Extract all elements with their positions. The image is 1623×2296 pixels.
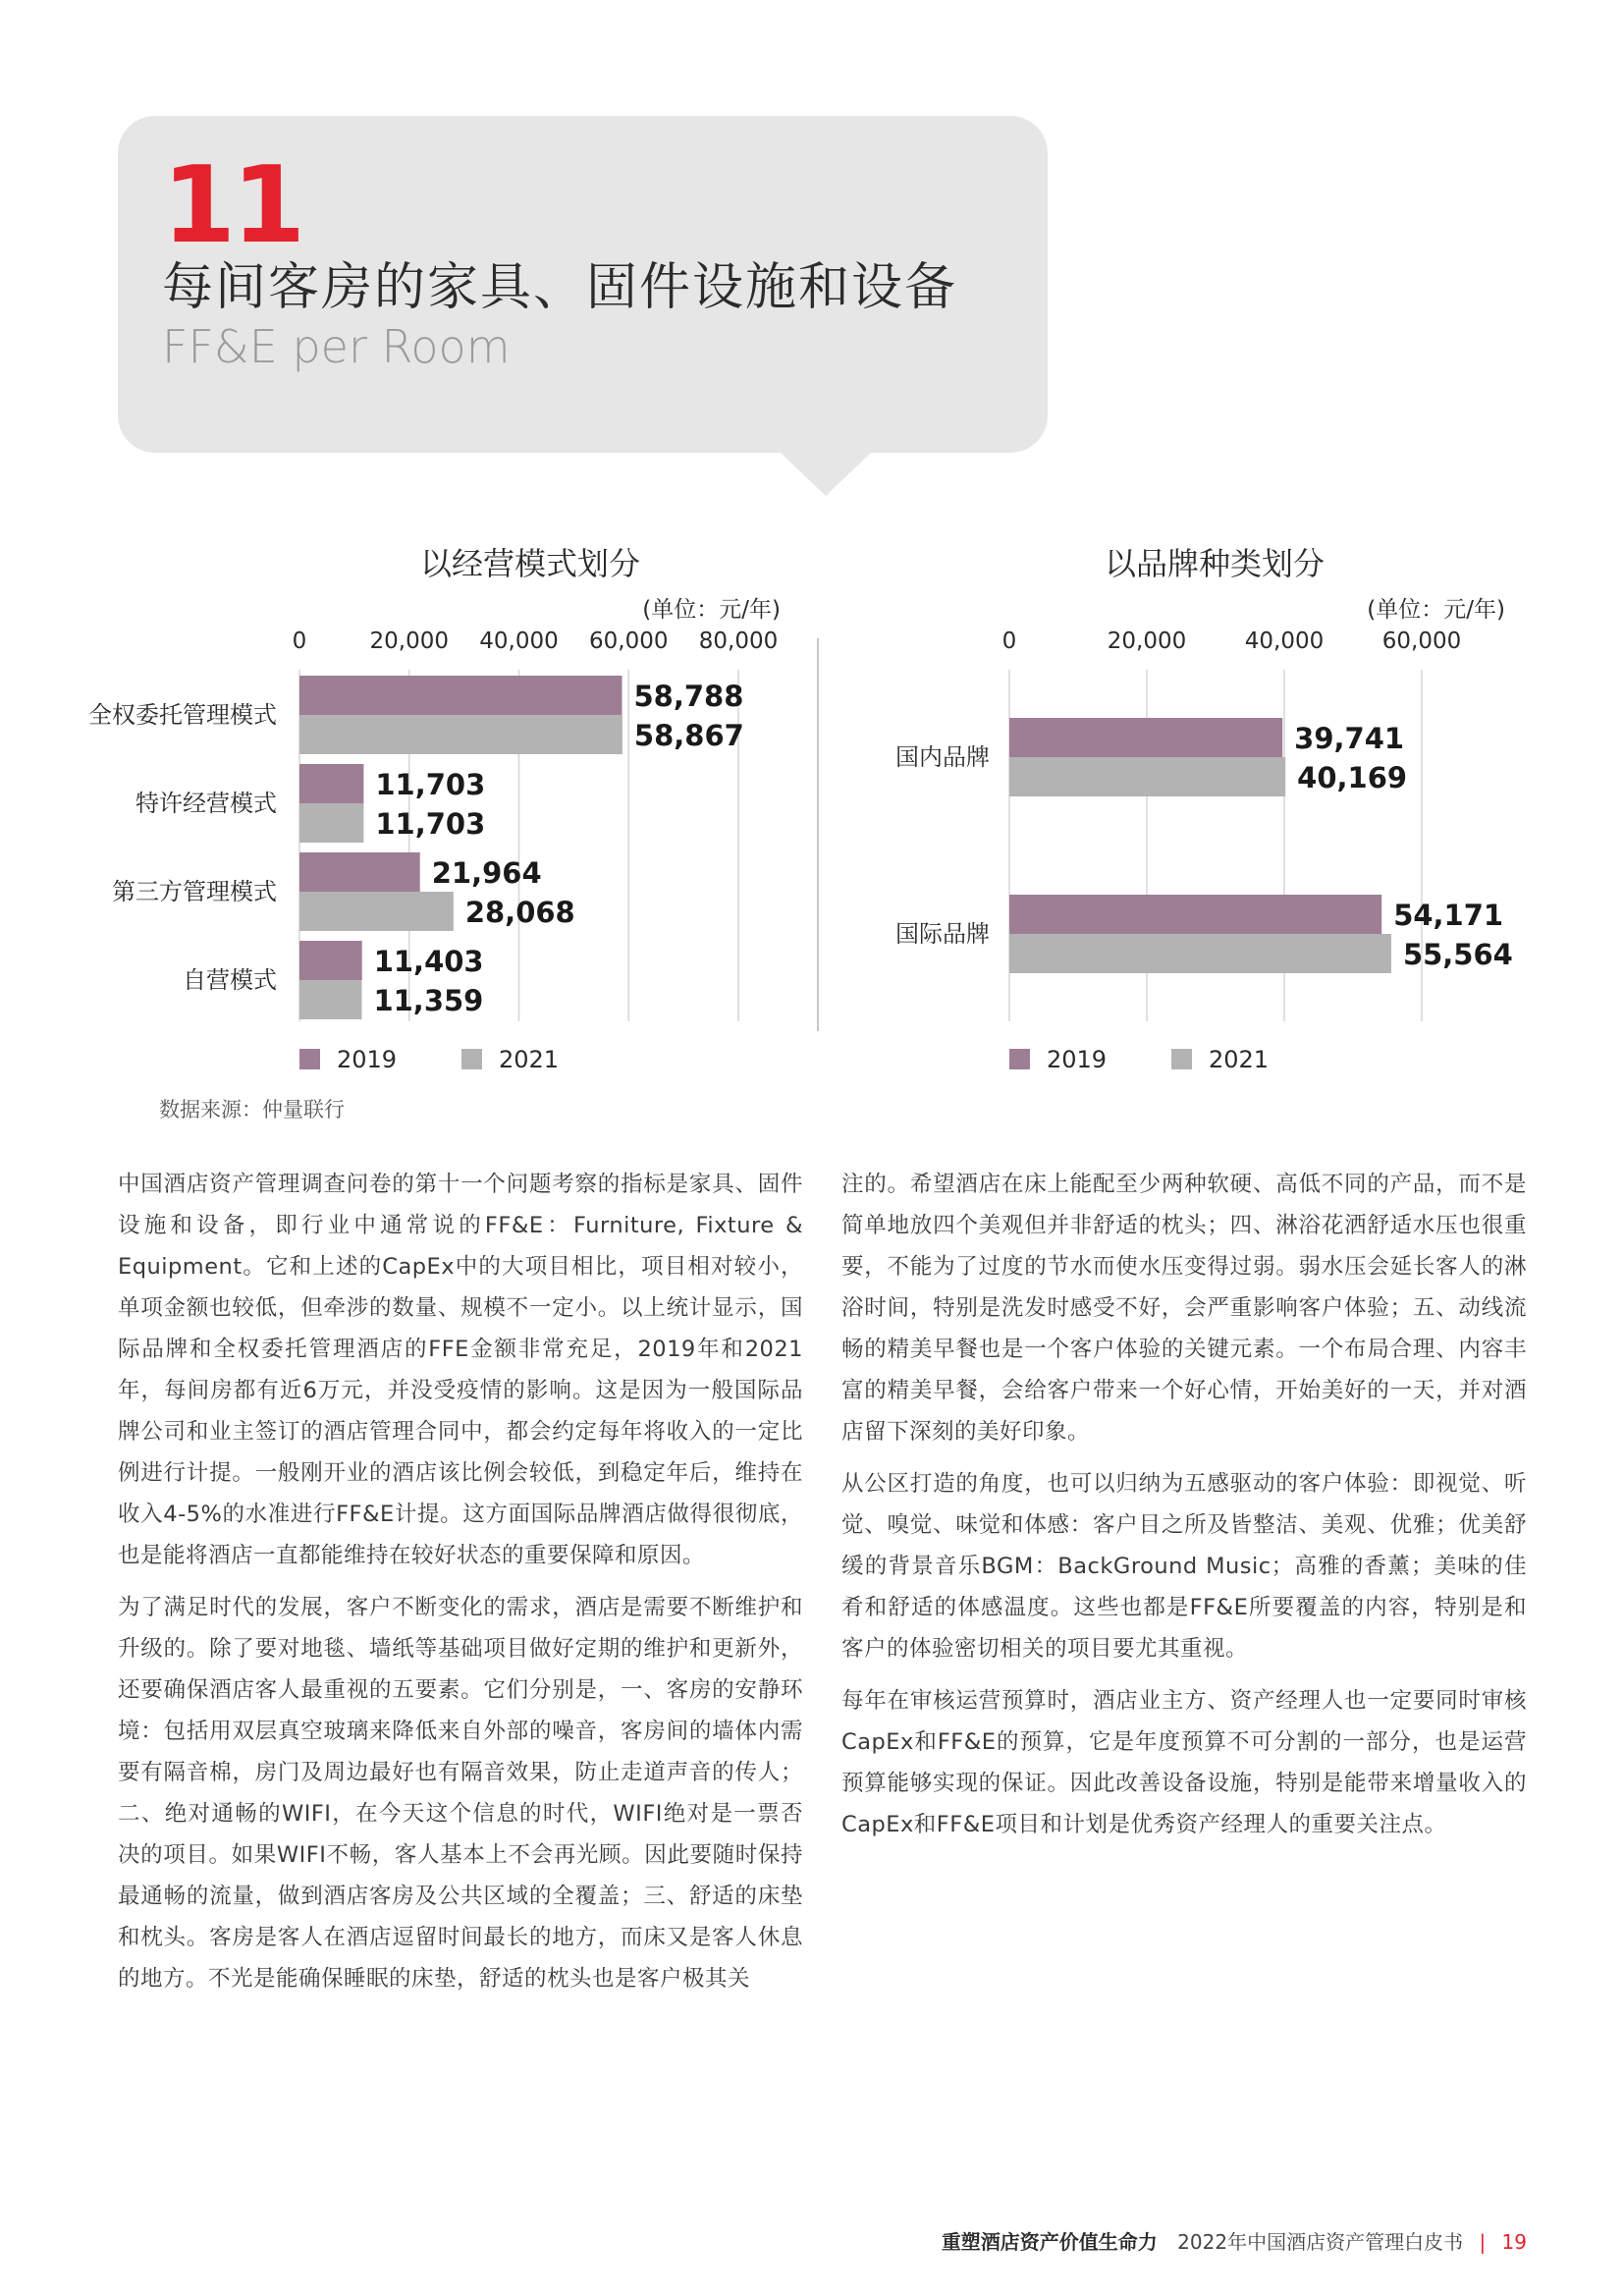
x-tick-label: 40,000 bbox=[1244, 629, 1325, 654]
data-label: 40,169 bbox=[1297, 761, 1408, 794]
data-label: 28,068 bbox=[464, 896, 575, 929]
data-label: 55,564 bbox=[1402, 938, 1513, 971]
bar-2021-0 bbox=[1009, 757, 1285, 796]
footer-doc-title: 2022年中国酒店资产管理白皮书 bbox=[1177, 2230, 1464, 2254]
bar-2021-1 bbox=[1009, 934, 1391, 973]
category-label: 自营模式 bbox=[183, 966, 277, 994]
x-tick-label: 20,000 bbox=[369, 629, 449, 654]
category-label: 国际品牌 bbox=[895, 920, 990, 948]
bar-2019-1 bbox=[1009, 895, 1381, 934]
category-label: 特许经营模式 bbox=[135, 790, 277, 817]
data-source: 数据来源：仲量联行 bbox=[159, 1098, 345, 1121]
bar-2019-0 bbox=[1009, 718, 1282, 757]
section-number: 11 bbox=[162, 144, 302, 267]
body-column-left bbox=[118, 1164, 803, 2010]
legend-label: 2019 bbox=[337, 1046, 398, 1073]
paragraph: 每年在审核运营预算时，酒店业主方、资产经理人也一定要同时审核CapEx和FF&E的预算，它是年度预算不可分割的一部分，也是运营预算能够实现的保证。因此改善设备设施，特别是能带来增量收入的CapEx和FF&E项目和计划是优秀资产经理人的重要关注点。 bbox=[841, 1688, 1527, 1837]
data-label: 58,867 bbox=[633, 719, 744, 752]
x-tick-label: 0 bbox=[292, 629, 307, 654]
page-title: 每间客房的家具、固件设施和设备 bbox=[162, 258, 958, 317]
paragraph: 为了满足时代的发展，客户不断变化的需求，酒店是需要不断维护和升级的。除了要对地毯、墙纸等基础项目做好定期的维护和更新外，还要确保酒店客人最重视的五要素。它们分别是，一、客房的安静环境：包括用双层真空玻璃来降低来自外部的噪音，客房间的墙体内需要有隔音棉，房门及周边最好也有隔音效果，防止走道声音的传人；二、绝对通畅的WIFI，在今天这个信息的时代，WIFI绝对是一票否决的项目。如果WIFI不畅，客人基本上不会再光顾。因此要随时保持最通畅的流量，做到酒店客房及公共区域的全覆盖；三、舒适的床垫和枕头。客房是客人在酒店逗留时间最长的地方，而床又是客人休息的地方。不光是能确保睡眠的床垫，舒适的枕头也是客户极其关 bbox=[118, 1595, 803, 1992]
x-tick-label: 60,000 bbox=[589, 629, 669, 654]
chart-title: 以经营模式划分 bbox=[419, 545, 641, 582]
category-label: 国内品牌 bbox=[895, 743, 990, 771]
x-tick-label: 0 bbox=[1001, 629, 1017, 654]
category-label: 第三方管理模式 bbox=[112, 878, 277, 905]
x-tick-label: 80,000 bbox=[698, 629, 779, 654]
footer-tagline: 重塑酒店资产价值生命力 bbox=[941, 2230, 1158, 2254]
footer-separator: | bbox=[1479, 2230, 1487, 2254]
page-subtitle: FF&E per Room bbox=[162, 320, 511, 373]
x-tick-label: 60,000 bbox=[1381, 629, 1462, 654]
page-footer bbox=[942, 2227, 1527, 2257]
paragraph: 中国酒店资产管理调查问卷的第十一个问题考察的指标是家具、固件设施和设备，即行业中通常说的FF&E：Furniture, Fixture & Equipment。它和上述的CapEx中的大项目相比，项目相对较小，单项金额也较低，但牵涉的数量、规模不一定小。以上统计显示，国际品牌和全权委托管理酒店的FFE金额非常充足，2019年和2021年，每间房都有近6万元，并没受疫情的影响。这是因为一般国际品牌公司和业主签订的酒店管理合同中，都会约定每年将收入的一定比例进行计提。一般刚开业的酒店该比例会较低，到稳定年后，维持在收入4-5%的水准进行FF&E计提。这方面国际品牌酒店做得很彻底，也是能将酒店一直都能维持在较好状态的重要保障和原因。 bbox=[118, 1172, 803, 1568]
data-label: 11,703 bbox=[375, 807, 486, 841]
category-label: 全权委托管理模式 bbox=[88, 701, 277, 729]
paragraph: 注的。希望酒店在床上能配至少两种软硬、高低不同的产品，而不是简单地放四个美观但并非舒适的枕头；四、淋浴花洒舒适水压也很重要，不能为了过度的节水而使水压变得过弱。弱水压会延长客人的淋浴时间，特别是洗发时感受不好，会严重影响客户体验；五、动线流畅的精美早餐也是一个客户体验的关键元素。一个布局合理、内容丰富的精美早餐，会给客户带来一个好心情，开始美好的一天，并对酒店留下深刻的美好印象。 bbox=[841, 1172, 1527, 1445]
header-pointer bbox=[781, 453, 871, 496]
legend-label: 2019 bbox=[1047, 1046, 1108, 1073]
paragraph: 从公区打造的角度，也可以归纳为五感驱动的客户体验：即视觉、听觉、嗅觉、味觉和体感：客户目之所及皆整洁、美观、优雅；优美舒缓的背景音乐BGM：BackGround Music；高雅的香薰；美味的佳肴和舒适的体感温度。这些也都是FF&E所要覆盖的内容，特别是和客户的体验密切相关的项目要尤其重视。 bbox=[841, 1471, 1527, 1662]
chart-unit-label: (单位：元/年) bbox=[1367, 597, 1505, 623]
legend-label: 2021 bbox=[499, 1046, 560, 1073]
legend-label: 2021 bbox=[1209, 1046, 1270, 1073]
x-tick-label: 40,000 bbox=[479, 629, 559, 654]
legend-swatch-2021 bbox=[1171, 1049, 1192, 1069]
data-label: 11,703 bbox=[375, 768, 486, 801]
chart-title: 以品牌种类划分 bbox=[1104, 545, 1325, 582]
data-label: 39,741 bbox=[1294, 722, 1405, 755]
chart-brand-type bbox=[0, 520, 1623, 1080]
data-label: 21,964 bbox=[431, 856, 542, 890]
legend-swatch-2019 bbox=[1009, 1049, 1030, 1069]
data-label: 11,403 bbox=[373, 945, 484, 978]
chart-unit-label: (单位：元/年) bbox=[642, 597, 781, 623]
data-label: 54,171 bbox=[1393, 899, 1504, 932]
data-label: 58,788 bbox=[633, 680, 744, 713]
data-label: 11,359 bbox=[373, 984, 484, 1017]
x-tick-label: 20,000 bbox=[1107, 629, 1187, 654]
body-column-right bbox=[841, 1164, 1527, 1856]
page-number: 19 bbox=[1501, 2230, 1527, 2254]
